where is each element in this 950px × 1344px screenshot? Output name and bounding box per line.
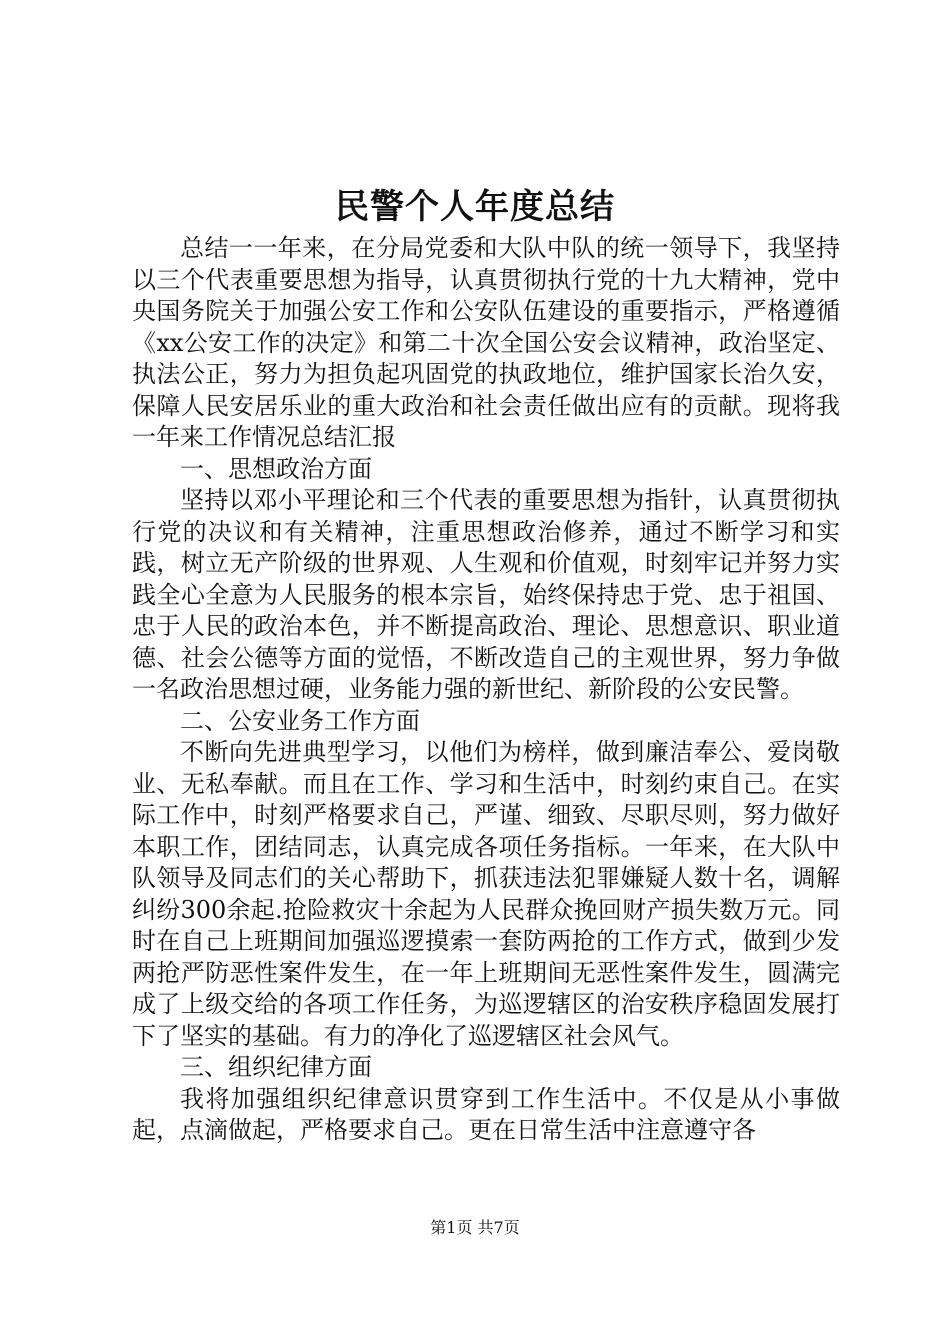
document-title: 民警个人年度总结 [335,187,615,227]
section-heading-political: 一、思想政治方面 [180,454,372,483]
paragraph-police-work: 不断向先进典型学习，以他们为榜样，做到廉洁奉公、爱岗敬业、无私奉献。而且在工作、学习和生活中，时刻约束自己。在实际工作中，时刻严格要求自己，严谨、细致、尽职尽则，努力做好本职工作，团结同志，认真完成各项任务指标。一年来，在大队中队领导及同志们的关心帮助下，抓获违法犯罪嫌疑人数十名，调解纠纷300余起.抢险救灾十余起为人民群众挽回财产损失数万元。同时在自己上班期间加强巡逻摸索一套防两抢的工作方式，做到少发两抢严防恶性案件发生，在一年上班期间无恶性案件发生，圆满完成了上级交给的各项工作任务，为巡逻辖区的治安秩序稳固发展打下了坚实的基础。有力的净化了巡逻辖区社会风气。 [132,738,840,1050]
paragraph-political: 坚持以邓小平理论和三个代表的重要思想为指针，认真贯彻执行党的决议和有关精神，注重思想政治修养，通过不断学习和实践，树立无产阶级的世界观、人生观和价值观，时刻牢记并努力实践全心全意为人民服务的根本宗旨，始终保持忠于党、忠于祖国、忠于人民的政治本色，并不断提高政治、理论、思想意识、职业道德、社会公德等方面的觉悟，不断改造自己的主观世界，努力争做一名政治思想过硬，业务能力强的新世纪、新阶段的公安民警。 [132,486,840,703]
document-body [132,233,840,1147]
section-heading-discipline: 三、组织纪律方面 [180,1053,372,1081]
page-number-footer: 第1页 共7页 [430,1218,520,1237]
paragraph-intro: 总结一一年来，在分局党委和大队中队的统一领导下，我坚持以三个代表重要思想为指导，认真贯彻执行党的十九大精神，党中央国务院关于加强公安工作和公安队伍建设的重要指示，严格遵循《xx公安工作的决定》和第二十次全国公安会议精神，政治坚定、执法公正，努力为担负起巩固党的执政地位，维护国家长治久安，保障人民安居乐业的重大政治和社会责任做出应有的贡献。现将我一年来工作情况总结汇报 [132,234,840,451]
paragraph-discipline: 我将加强组织纪律意识贯穿到工作生活中。不仅是从小事做起，点滴做起，严格要求自己。更在日常生活中注意遵守各 [132,1084,840,1144]
section-heading-police-work: 二、公安业务工作方面 [180,706,420,735]
